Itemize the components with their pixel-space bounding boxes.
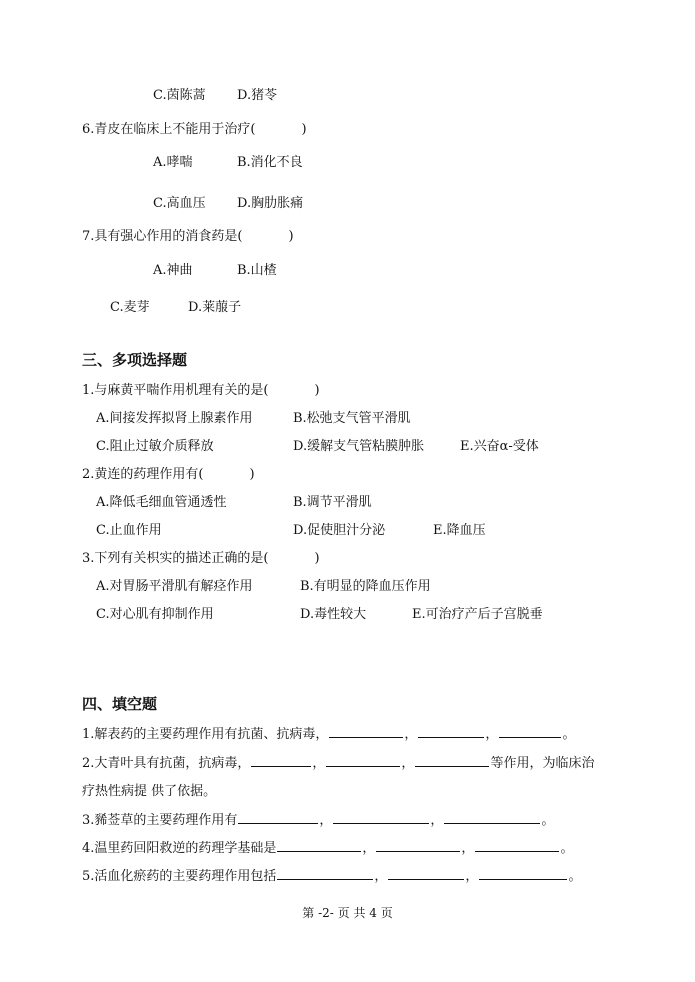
fill-question-2	[82, 752, 594, 771]
fill-3-text: 3.豨莶草的主要药理作用有	[82, 813, 238, 828]
mc3-option-a: A.对胃肠平滑肌有解痉作用	[96, 579, 253, 594]
fill-2-blank-2[interactable]	[326, 753, 400, 767]
mc1-option-b: B.松弛支气管平滑肌	[293, 411, 411, 426]
mc2-option-a: A.降低毛细血管通透性	[96, 495, 227, 510]
fill-3-blank-2[interactable]	[333, 810, 429, 824]
fill-2-tail: 等作用，为临床治	[490, 756, 595, 771]
fill-2-blank-1[interactable]	[251, 753, 311, 767]
question-7-stem: 7.具有强心作用的消食药是(	[82, 229, 243, 244]
question-7-close: )	[288, 229, 294, 244]
mc-question-2-close: )	[249, 467, 255, 482]
fill-1-sep-1: ，	[404, 727, 418, 742]
fill-question-4	[82, 837, 573, 856]
mc-question-2	[82, 463, 255, 482]
fill-1-text: 1.解表药的主要药理作用有抗菌、抗病毒，	[82, 727, 329, 742]
mc1-option-d: D.缓解支气管粘膜肿胀	[293, 439, 425, 454]
mc3-option-e: E.可治疗产后子宫脱垂	[412, 607, 543, 622]
fill-4-blank-1[interactable]	[277, 838, 361, 852]
mc3-option-c: C.对心肌有抑制作用	[96, 607, 214, 622]
mc1-option-c: C.阻止过敏介质释放	[96, 439, 214, 454]
mc3-option-b: B.有明显的降血压作用	[300, 579, 431, 594]
mc2-option-b: B.调节平滑肌	[293, 495, 372, 510]
q6-option-b: B.消化不良	[237, 155, 303, 170]
q7-option-d: D.莱菔子	[188, 300, 242, 315]
fill-5-text: 5.活血化瘀药的主要药理作用包括	[82, 869, 277, 884]
fill-2-text: 2.大青叶具有抗菌，抗病毒，	[82, 756, 251, 771]
fill-3-sep-2: ，	[430, 813, 444, 828]
mc-question-2-stem: 2.黄连的药理作用有(	[82, 467, 204, 482]
fill-5-sep-1: ，	[374, 869, 388, 884]
fill-4-end: 。	[560, 841, 574, 856]
fill-1-end: 。	[562, 727, 576, 742]
q5-option-c: C.茵陈蒿	[153, 88, 206, 103]
q6-option-d: D.胸肋胀痛	[237, 196, 304, 211]
mc2-option-c: C.止血作用	[96, 523, 162, 538]
fill-5-blank-2[interactable]	[388, 866, 464, 880]
fill-4-sep-2: ，	[461, 841, 475, 856]
question-6-close: )	[301, 122, 307, 137]
fill-question-5	[82, 865, 581, 884]
mc3-option-d: D.毒性较大	[300, 607, 367, 622]
page-footer: 第 -2- 页 共 4 页	[302, 906, 393, 920]
mc2-option-e: E.降血压	[433, 523, 486, 538]
fill-3-blank-3[interactable]	[444, 810, 540, 824]
question-6-stem: 6.青皮在临床上不能用于治疗(	[82, 122, 256, 137]
mc-question-3	[82, 547, 320, 566]
fill-3-end: 。	[541, 813, 555, 828]
fill-question-1	[82, 723, 575, 742]
fill-5-blank-1[interactable]	[277, 866, 373, 880]
q7-option-b: B.山楂	[237, 263, 277, 278]
fill-5-end: 。	[568, 869, 582, 884]
fill-1-sep-2: ，	[485, 727, 499, 742]
fill-question-2-line-2: 疗热性病提 供了依据。	[82, 784, 217, 799]
q6-option-a: A.哮喘	[153, 155, 193, 170]
q7-option-a: A.神曲	[153, 263, 193, 278]
fill-3-sep-1: ，	[319, 813, 333, 828]
fill-4-blank-3[interactable]	[475, 838, 559, 852]
q6-option-c: C.高血压	[153, 196, 206, 211]
fill-4-blank-2[interactable]	[376, 838, 460, 852]
mc1-option-e: E.兴奋α-受体	[460, 439, 539, 454]
fill-1-blank-1[interactable]	[329, 724, 403, 738]
mc1-option-a: A.间接发挥拟肾上腺素作用	[96, 411, 253, 426]
fill-3-blank-1[interactable]	[238, 810, 318, 824]
mc-question-3-close: )	[314, 551, 320, 566]
fill-5-sep-2: ，	[465, 869, 479, 884]
mc-question-1-stem: 1.与麻黄平喘作用机理有关的是(	[82, 383, 269, 398]
fill-4-sep-1: ，	[362, 841, 376, 856]
fill-2-blank-3[interactable]	[415, 753, 489, 767]
fill-2-sep-1: ，	[312, 756, 326, 771]
question-7	[82, 225, 294, 244]
fill-1-blank-2[interactable]	[418, 724, 484, 738]
section-3-title: 三、多项选择题	[82, 351, 188, 369]
mc-question-3-stem: 3.下列有关枳实的描述正确的是(	[82, 551, 269, 566]
section-4-title: 四、填空题	[82, 695, 158, 713]
fill-5-blank-3[interactable]	[479, 866, 567, 880]
fill-4-text: 4.温里药回阳救逆的药理学基础是	[82, 841, 277, 856]
q7-option-c: C.麦芽	[110, 300, 150, 315]
fill-2-sep-2: ，	[401, 756, 415, 771]
fill-question-3	[82, 809, 554, 828]
fill-1-blank-3[interactable]	[499, 724, 561, 738]
mc2-option-d: D.促使胆汁分泌	[293, 523, 386, 538]
mc-question-1	[82, 379, 320, 398]
mc-question-1-close: )	[314, 383, 320, 398]
question-6	[82, 118, 307, 137]
q5-option-d: D.猪苓	[237, 88, 278, 103]
